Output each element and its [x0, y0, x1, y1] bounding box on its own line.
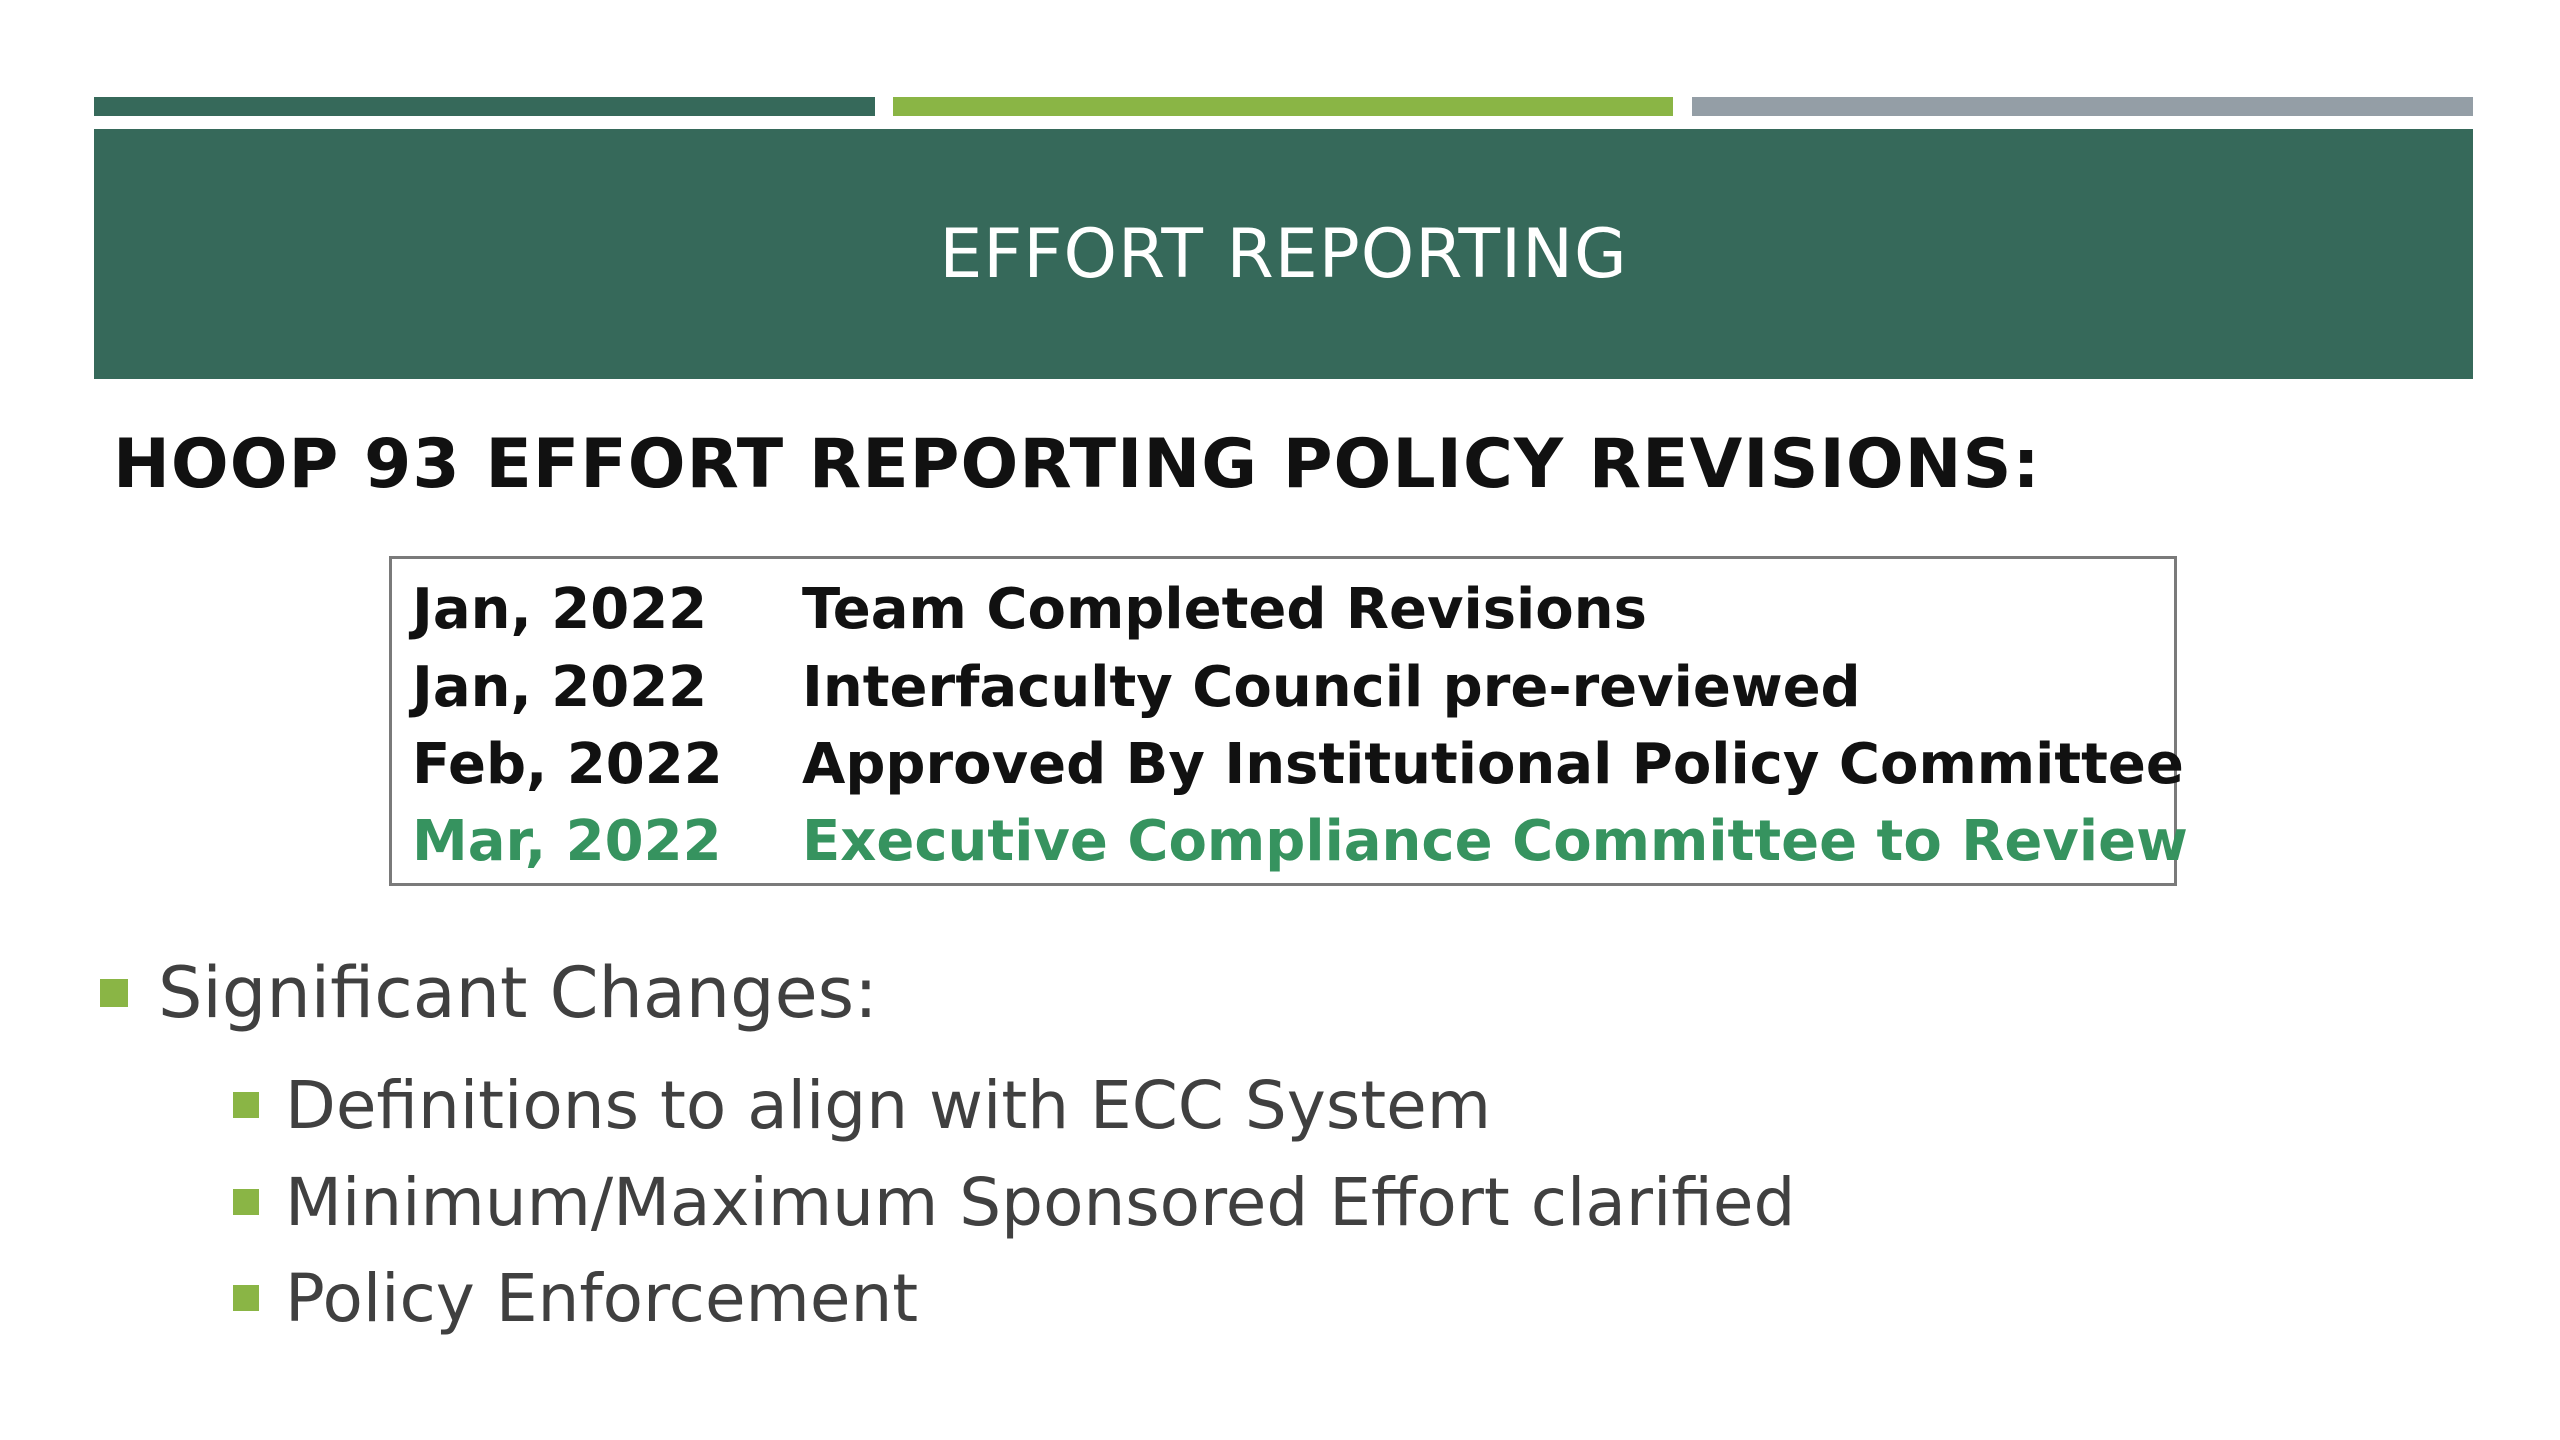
bullet-heading: [100, 948, 878, 1038]
list-item: [233, 1253, 918, 1343]
timeline-event: Interfaculty Council pre-reviewed: [802, 654, 1861, 720]
subheading: HOOP 93 EFFORT REPORTING POLICY REVISIONS:: [113, 425, 2041, 504]
timeline-row-highlighted: [412, 805, 2188, 877]
timeline-box: [389, 556, 2188, 886]
list-item: [233, 1157, 1795, 1247]
timeline-date: Jan, 2022: [412, 576, 708, 642]
bullet-text: Minimum/Maximum Sponsored Effort clarified: [285, 1163, 1796, 1241]
square-bullet-icon: [100, 979, 128, 1007]
timeline-row: [412, 728, 2184, 800]
top-stripe-lime: [893, 97, 1673, 116]
top-stripe-gray: [1692, 97, 2473, 116]
square-bullet-icon: [233, 1189, 259, 1215]
list-item: [233, 1060, 1491, 1150]
timeline-date: Feb, 2022: [412, 731, 723, 797]
square-bullet-icon: [233, 1285, 259, 1311]
timeline-row: [412, 573, 1647, 645]
top-stripe-green: [94, 97, 875, 116]
timeline-row: [412, 651, 1861, 723]
timeline-date: Mar, 2022: [412, 808, 722, 874]
timeline-event: Team Completed Revisions: [802, 576, 1647, 642]
bullet-text: Policy Enforcement: [285, 1259, 919, 1337]
timeline-event: Executive Compliance Committee to Review: [802, 808, 2188, 874]
bullet-text: Significant Changes:: [158, 952, 878, 1034]
bullet-text: Definitions to align with ECC System: [285, 1066, 1491, 1144]
timeline-event: Approved By Institutional Policy Committee: [802, 731, 2184, 797]
square-bullet-icon: [233, 1092, 259, 1118]
timeline-date: Jan, 2022: [412, 654, 708, 720]
title-banner: [94, 129, 2473, 379]
slide-title: EFFORT REPORTING: [939, 214, 1628, 294]
